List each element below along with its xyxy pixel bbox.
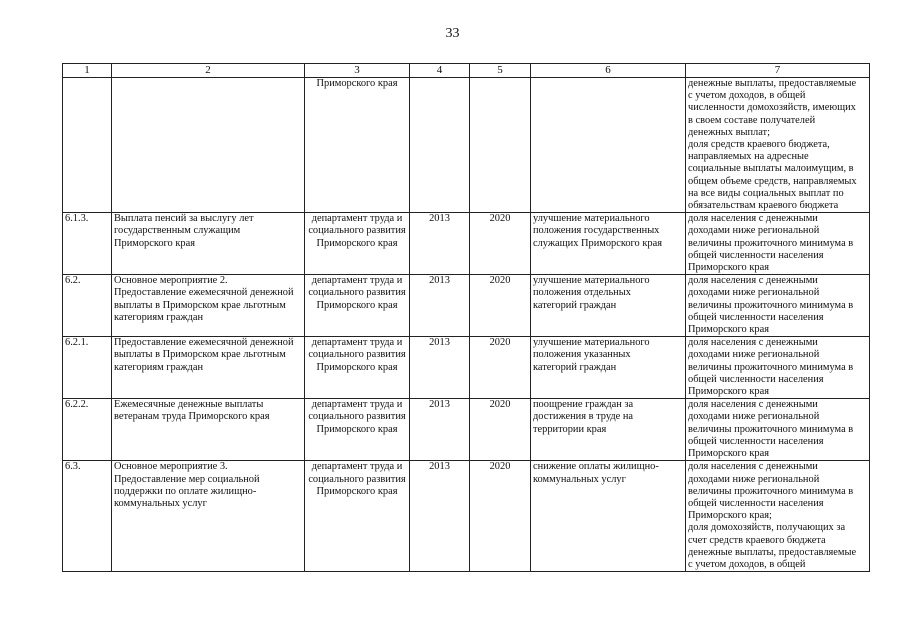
activity-name-cell: Предоставление ежемесячной денежной выплаты в Приморском крае льготным категориям граждан (112, 337, 305, 399)
row-number-cell: 6.2. (63, 275, 112, 337)
header-cell: 1 (63, 64, 112, 78)
executor-cell: Приморского края (305, 78, 410, 213)
expected-result-cell: улучшение материального положения отдельных категорий граждан (531, 275, 686, 337)
table-header-row (63, 64, 870, 78)
executor-cell: департамент труда и социального развития Приморского края (305, 461, 410, 572)
table-row (63, 275, 870, 337)
header-cell: 7 (686, 64, 870, 78)
start-year-cell: 2013 (410, 461, 470, 572)
program-activities-table (62, 63, 870, 572)
activity-name-cell: Основное мероприятие 2. Предоставление ежемесячной денежной выплаты в Приморском крае льготным категориям граждан (112, 275, 305, 337)
row-number-cell: 6.2.1. (63, 337, 112, 399)
expected-result-cell: улучшение материального положения государственных служащих Приморского края (531, 213, 686, 275)
end-year-cell: 2020 (470, 337, 531, 399)
header-cell: 4 (410, 64, 470, 78)
indicator-cell: доля населения с денежными доходами ниже региональной величины прожиточного минимума в общей численности населения Приморского края (686, 337, 870, 399)
start-year-cell: 2013 (410, 399, 470, 461)
start-year-cell: 2013 (410, 337, 470, 399)
expected-result-cell: поощрение граждан за достижения в труде на территории края (531, 399, 686, 461)
expected-result-cell: улучшение материального положения указанных категорий граждан (531, 337, 686, 399)
executor-cell: департамент труда и социального развития Приморского края (305, 213, 410, 275)
table-row (63, 399, 870, 461)
table-row (63, 337, 870, 399)
indicator-cell: доля населения с денежными доходами ниже региональной величины прожиточного минимума в общей численности населения Приморского края (686, 213, 870, 275)
expected-result-cell: снижение оплаты жилищно- коммунальных услуг (531, 461, 686, 572)
page-number: 33 (445, 26, 460, 41)
header-cell: 3 (305, 64, 410, 78)
end-year-cell: 2020 (470, 461, 531, 572)
start-year-cell: 2013 (410, 213, 470, 275)
indicator-cell: денежные выплаты, предоставляемые с учетом доходов, в общей численности домохозяйств, имеющих в своем составе получателей денежных выплат; доля средств краевого бюджета, направляемых на адресные социальные выплаты малоимущим, в общем объеме средств, направляемых на все виды социальных выплат по обязательствам краевого бюджета (686, 78, 870, 213)
executor-cell: департамент труда и социального развития Приморского края (305, 337, 410, 399)
table-row (63, 213, 870, 275)
executor-cell: департамент труда и социального развития Приморского края (305, 275, 410, 337)
end-year-cell: 2020 (470, 399, 531, 461)
start-year-cell (410, 78, 470, 213)
activity-name-cell (112, 78, 305, 213)
row-number-cell: 6.2.2. (63, 399, 112, 461)
table-row (63, 461, 870, 572)
indicator-cell: доля населения с денежными доходами ниже региональной величины прожиточного минимума в общей численности населения Приморского края (686, 399, 870, 461)
row-number-cell: 6.1.3. (63, 213, 112, 275)
indicator-cell: доля населения с денежными доходами ниже региональной величины прожиточного минимума в общей численности населения Приморского края; доля домохозяйств, получающих за счет средств краевого бюджета денежные выплаты, предоставляемые с учетом доходов, в общей (686, 461, 870, 572)
indicator-cell: доля населения с денежными доходами ниже региональной величины прожиточного минимума в общей численности населения Приморского края (686, 275, 870, 337)
activity-name-cell: Ежемесячные денежные выплаты ветеранам труда Приморского края (112, 399, 305, 461)
activity-name-cell: Выплата пенсий за выслугу лет государственным служащим Приморского края (112, 213, 305, 275)
expected-result-cell (531, 78, 686, 213)
header-cell: 6 (531, 64, 686, 78)
row-number-cell: 6.3. (63, 461, 112, 572)
row-number-cell (63, 78, 112, 213)
header-cell: 5 (470, 64, 531, 78)
end-year-cell (470, 78, 531, 213)
end-year-cell: 2020 (470, 213, 531, 275)
header-cell: 2 (112, 64, 305, 78)
table-row (63, 78, 870, 213)
start-year-cell: 2013 (410, 275, 470, 337)
activity-name-cell: Основное мероприятие 3. Предоставление мер социальной поддержки по оплате жилищно- коммунальных услуг (112, 461, 305, 572)
end-year-cell: 2020 (470, 275, 531, 337)
executor-cell: департамент труда и социального развития Приморского края (305, 399, 410, 461)
